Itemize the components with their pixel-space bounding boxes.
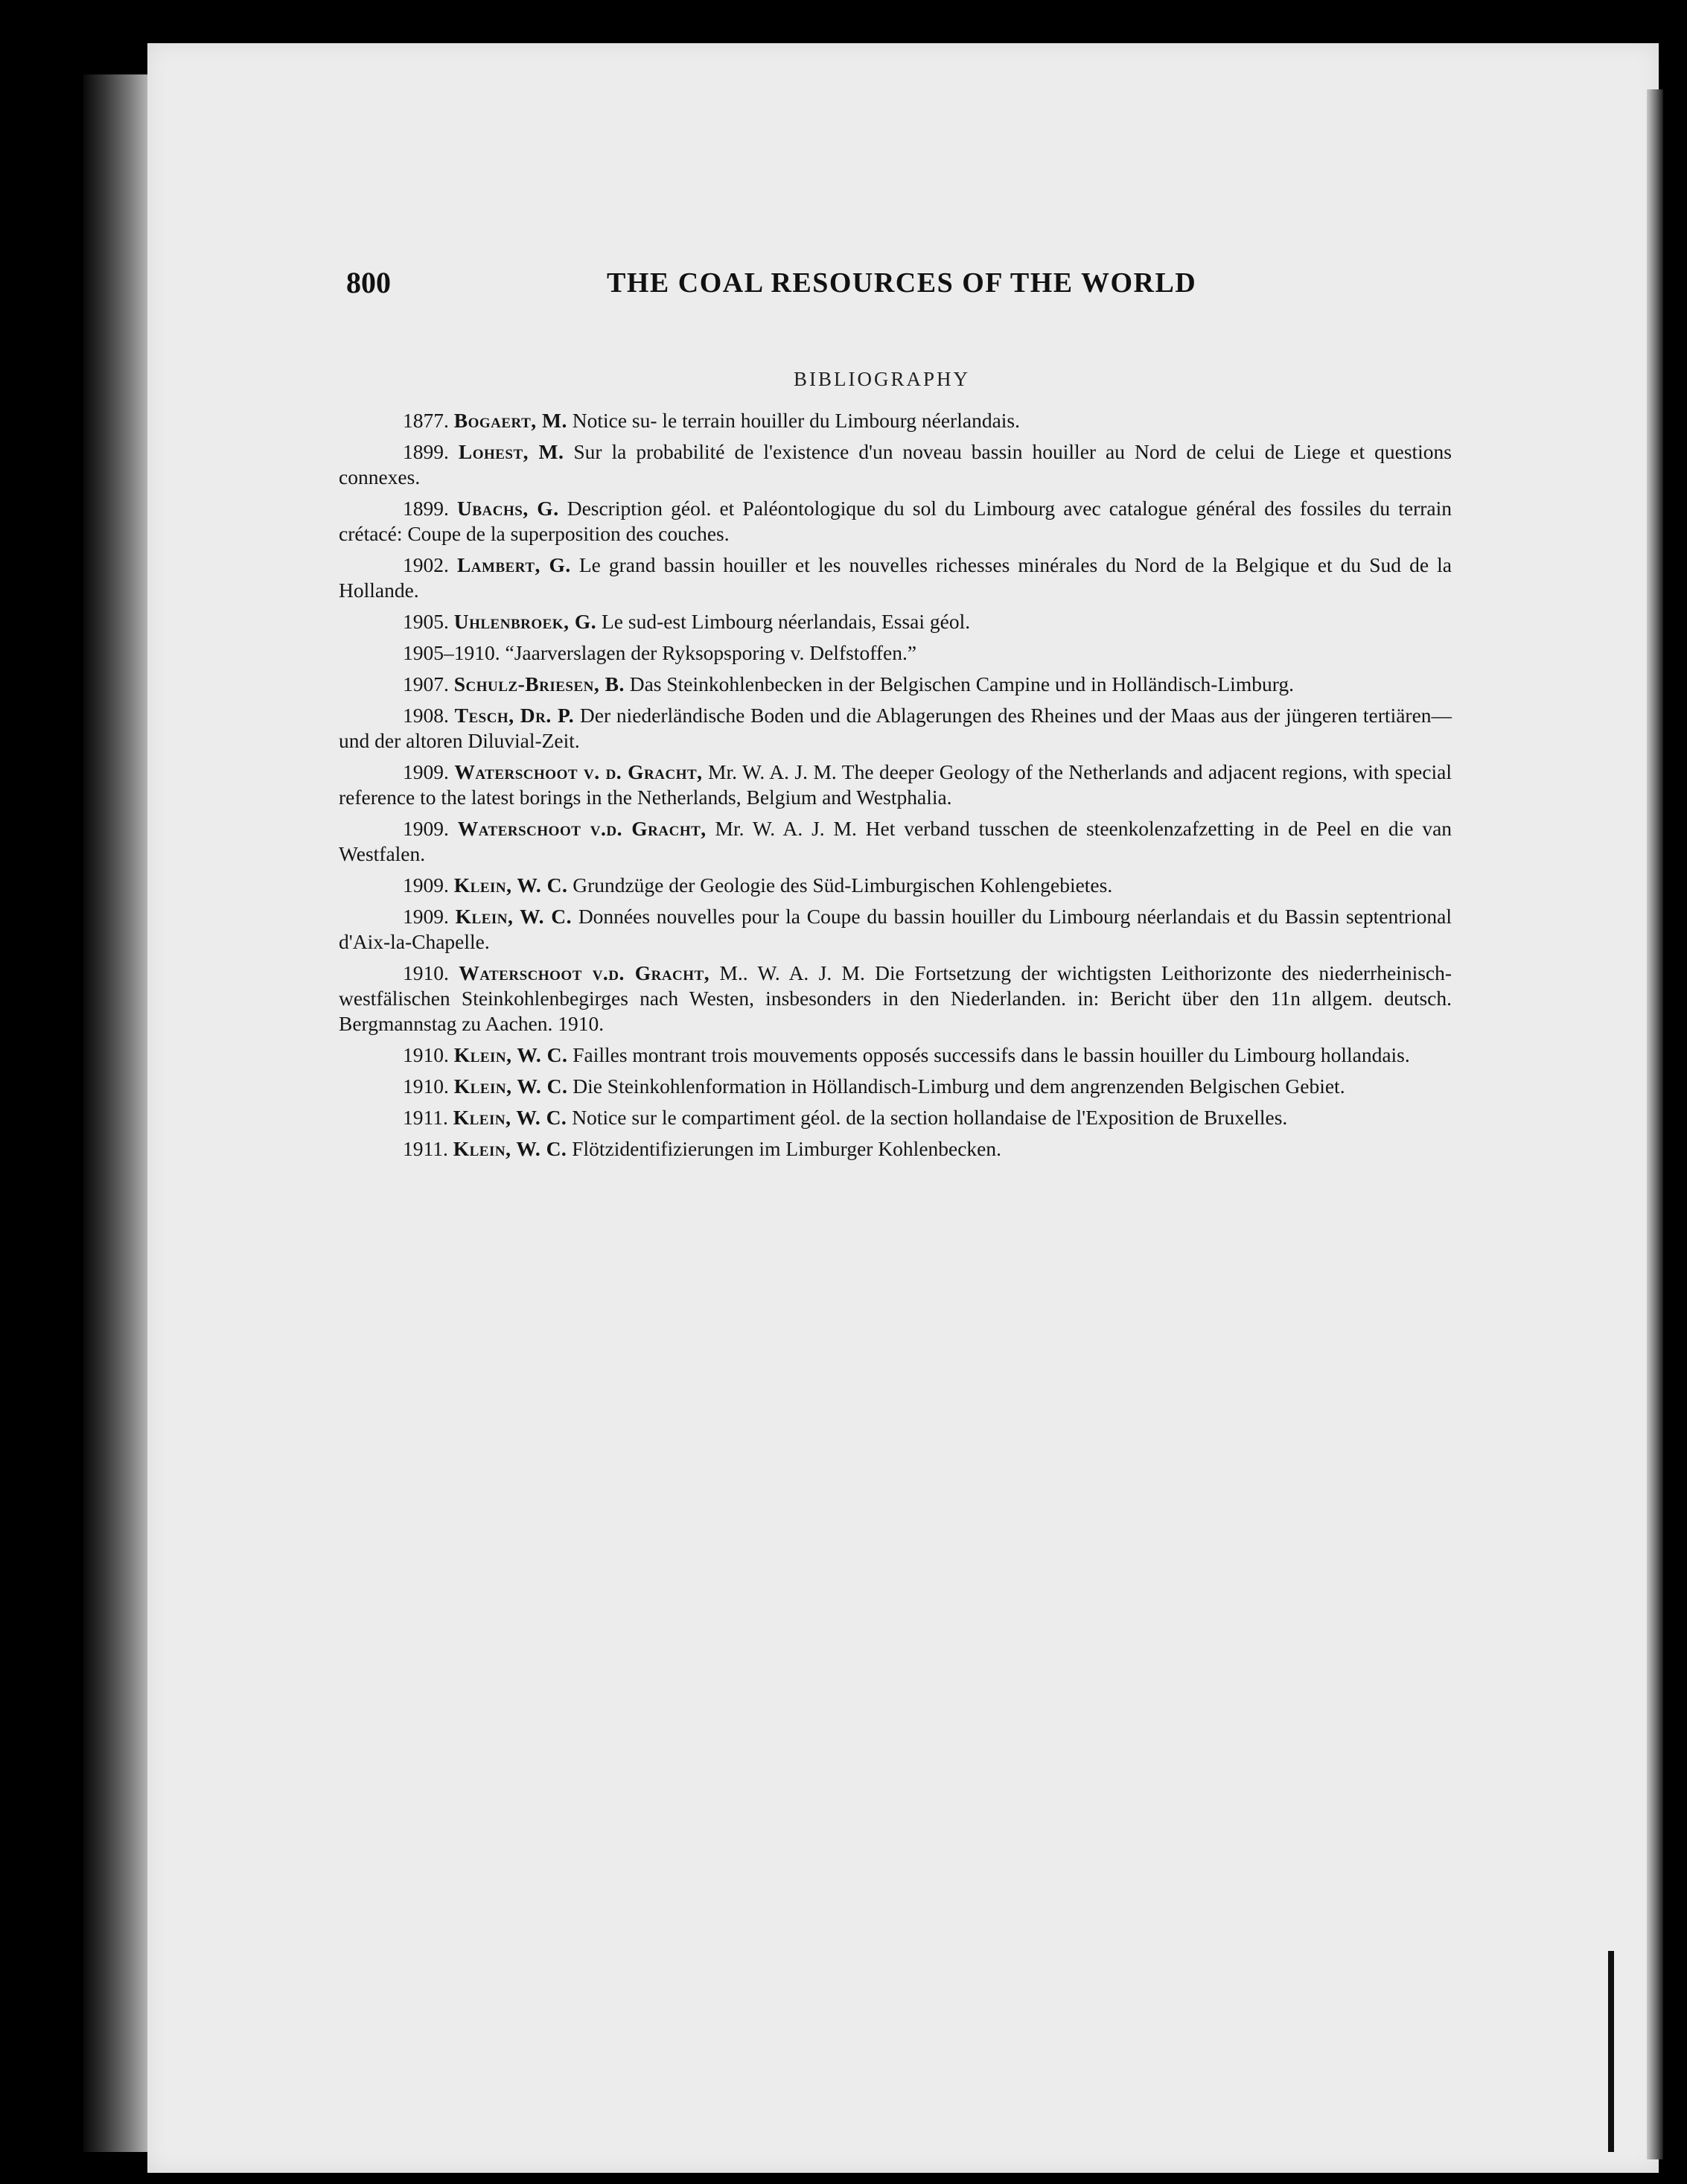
entry-year: 1905–1910. (403, 641, 500, 664)
bibliography-entry (339, 760, 1452, 810)
bibliography-list (339, 408, 1455, 1168)
entry-author: Uhlenbroek, G. (453, 610, 597, 633)
bibliography-entry (339, 553, 1452, 603)
entry-title: “Jaarverslagen der Ryksopsporing v. Delfstoffen.” (505, 641, 917, 664)
bibliography-entry (339, 1105, 1452, 1130)
entry-title: Grundzüge der Geologie des Süd-Limburgischen Kohlengebietes. (573, 873, 1113, 897)
running-title: THE COAL RESOURCES OF THE WORLD (607, 267, 1197, 299)
entry-title: Mr. W. A. J. M. Het verband tusschen de steenkolenzafzetting in de Peel en die van Westfalen. (339, 817, 1452, 865)
bibliography-entry (339, 816, 1452, 867)
bibliography-entry (339, 672, 1452, 697)
entry-year: 1909. (403, 817, 449, 840)
section-heading: BIBLIOGRAPHY (794, 368, 971, 390)
bibliography-entry (339, 1136, 1381, 1162)
bibliography-entry (339, 1074, 1452, 1099)
entry-author: Ubachs, G. (457, 497, 559, 520)
entry-author: Waterschoot v.d. Gracht, (459, 961, 710, 984)
entry-year: 1877. (403, 409, 449, 432)
entry-author: Tesch, Dr. P. (454, 704, 575, 727)
entry-year: 1902. (403, 553, 449, 576)
bibliography-entry (339, 961, 1452, 1037)
entry-author: Klein, W. C. (453, 1075, 568, 1098)
bibliography-entry (339, 703, 1452, 754)
entry-title: Le sud-est Limbourg néerlandais, Essai géol. (601, 610, 971, 633)
entry-year: 1910. (403, 1043, 449, 1066)
entry-title: Notice sur le compartiment géol. de la section hollandaise de l'Exposition de Bruxelles. (572, 1106, 1288, 1129)
entry-year: 1909. (403, 873, 449, 897)
book-gutter-shadow (83, 74, 150, 2152)
edge-mark (1608, 1951, 1614, 2152)
bibliography-entry (339, 904, 1452, 955)
page-number: 800 (346, 266, 391, 299)
entry-year: 1907. (403, 672, 449, 695)
entry-year: 1908. (403, 704, 449, 727)
entry-year: 1905. (403, 610, 449, 633)
entry-author: Klein, W. C. (453, 1106, 567, 1129)
page-edge-shadow (1647, 89, 1663, 2159)
bibliography-entry (339, 408, 1195, 433)
entry-title: Der niederländische Boden und die Ablagerungen des Rheines und der Maas aus der jüngeren tertiären—und der altoren Diluvial-Zeit. (339, 704, 1452, 752)
entry-year: 1909. (403, 905, 449, 928)
entry-title: Notice su- le terrain houiller du Limbourg néerlandais. (572, 409, 1020, 432)
entry-author: Klein, W. C. (453, 1137, 567, 1160)
bibliography-entry (339, 873, 1381, 898)
entry-year: 1899. (403, 497, 449, 520)
entry-year: 1899. (403, 440, 449, 463)
entry-title: Die Steinkohlenformation in Höllandisch-Limburg und dem angrenzenden Belgischen Gebiet. (573, 1075, 1345, 1098)
bibliography-entry (339, 496, 1452, 547)
entry-title: Le grand bassin houiller et les nouvelles richesses minérales du Nord de la Belgique et du Sud de la Hollande. (339, 553, 1452, 602)
entry-title: Description géol. et Paléontologique du sol du Limbourg avec catalogue général des fossiles du terrain crétacé: Coupe de la superposition des couches. (339, 497, 1452, 545)
entry-title: Failles montrant trois mouvements opposés successifs dans le bassin houiller du Limbourg hollandais. (573, 1043, 1410, 1066)
page-header (346, 265, 1210, 310)
entry-year: 1911. (403, 1137, 448, 1160)
entry-year: 1910. (403, 1075, 449, 1098)
bibliography-entry (339, 609, 1269, 634)
entry-title: Sur la probabilité de l'existence d'un noveau bassin houiller au Nord de celui de Liege et questions connexes. (339, 440, 1452, 488)
bibliography-entry (339, 439, 1452, 490)
entry-author: Bogaert, M. (453, 409, 567, 432)
entry-year: 1910. (403, 961, 449, 984)
bibliography-entry (339, 640, 1269, 666)
entry-title: Mr. W. A. J. M. The deeper Geology of the Netherlands and adjacent regions, with special reference to the latest borings in the Netherlands, Belgium and Westphalia. (339, 760, 1452, 809)
entry-author: Lohest, M. (458, 440, 564, 463)
bibliography-entry (339, 1042, 1452, 1068)
entry-year: 1911. (403, 1106, 448, 1129)
entry-year: 1909. (403, 760, 449, 783)
entry-author: Schulz-Briesen, B. (453, 672, 625, 695)
entry-title: M.. W. A. J. M. Die Fortsetzung der wichtigsten Leithorizonte des niederrheinisch-westfälischen Steinkohlenbegirges nach Westen, insbesonders in den Niederlanden. in: Bericht über den 11n allgem. deutsch. Bergmannstag zu Aachen. 1910. (339, 961, 1452, 1035)
entry-title: Flötzidentifizierungen im Limburger Kohlenbecken. (572, 1137, 1002, 1160)
entry-title: Das Steinkohlenbecken in der Belgischen Campine und in Holländisch-Limburg. (629, 672, 1295, 695)
entry-author: Klein, W. C. (455, 905, 573, 928)
entry-author: Klein, W. C. (453, 873, 568, 897)
entry-author: Waterschoot v. d. Gracht, (454, 760, 703, 783)
entry-author: Waterschoot v.d. Gracht, (457, 817, 707, 840)
entry-author: Klein, W. C. (453, 1043, 568, 1066)
entry-title: Données nouvelles pour la Coupe du bassin houiller du Limbourg néerlandais et du Bassin septentrional d'Aix-la-Chapelle. (339, 905, 1452, 953)
entry-author: Lambert, G. (456, 553, 571, 576)
